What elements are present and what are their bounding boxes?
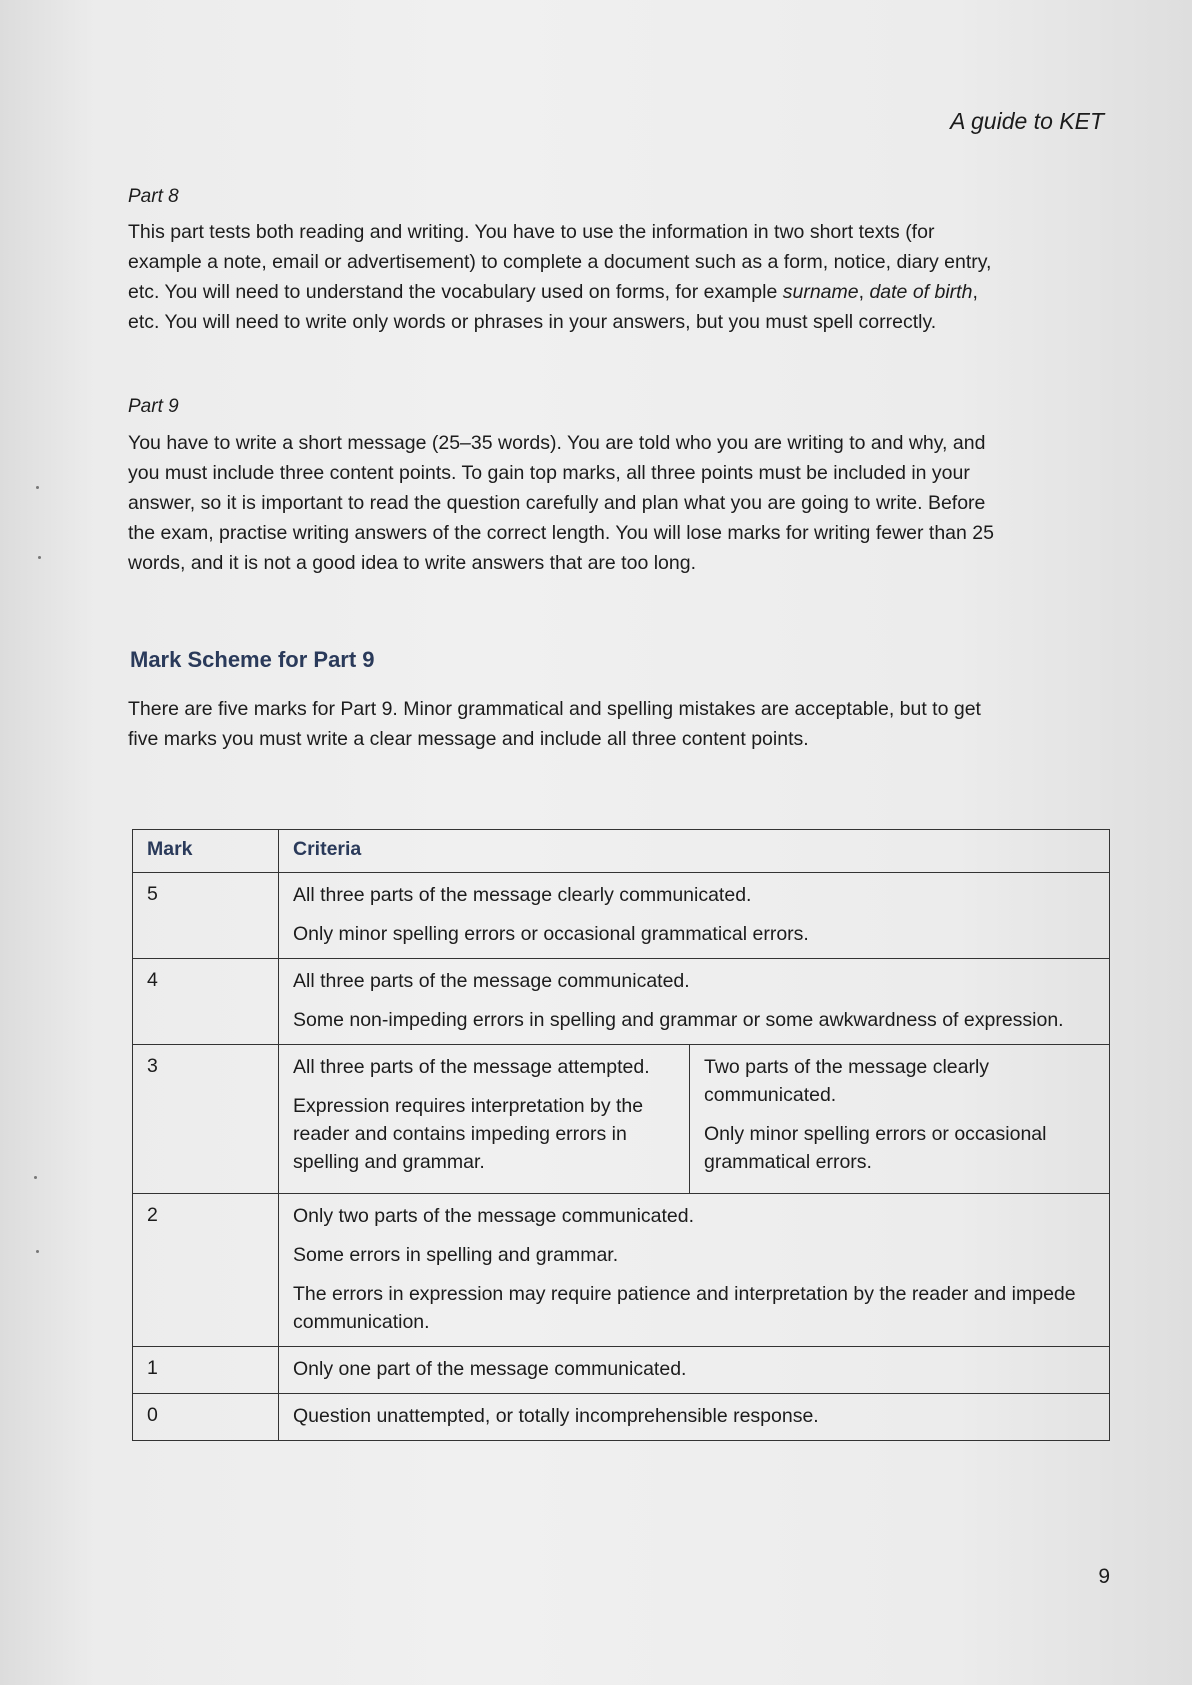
table-header-row bbox=[133, 830, 1110, 873]
part8-text-c: , etc. You will need to write only words or phrases in your answers, but you must spell correctly. bbox=[128, 281, 978, 333]
part8-em-surname: surname bbox=[782, 281, 859, 303]
table-row-mark-0 bbox=[133, 1394, 1110, 1441]
part9-paragraph: You have to write a short message (25–35 words). You are told who you are writing to and why, and you must include three content points. To gain top marks, all three points must be included in your answer, so it is important to read the question carefully and plan what you are going to write. Before the exam, practise writing answers of the correct length. You will lose marks for writing fewer than 25 words, and it is not a good idea to write answers that are too long. bbox=[128, 432, 994, 574]
part8-label: Part 8 bbox=[128, 186, 179, 207]
part8-paragraph bbox=[128, 217, 1008, 337]
part8-em-dob: date of birth bbox=[869, 281, 973, 303]
criteria-line: All three parts of the message clearly communicated. bbox=[293, 884, 752, 906]
mark-scheme-intro: There are five marks for Part 9. Minor grammatical and spelling mistakes are acceptable, but to get five marks you must write a clear message and include all three content points. bbox=[128, 698, 981, 750]
paper-speck bbox=[38, 556, 41, 559]
table-row-mark-4 bbox=[133, 959, 1110, 1045]
criteria-cell bbox=[279, 1347, 1110, 1394]
criteria-line: All three parts of the message attempted. bbox=[293, 1056, 650, 1078]
column-header-criteria: Criteria bbox=[279, 830, 1110, 873]
mark-scheme-table bbox=[132, 829, 1110, 1441]
part8-text-b: , bbox=[858, 281, 870, 303]
criteria-line: Question unattempted, or totally incomprehensible response. bbox=[293, 1405, 819, 1427]
page-number: 9 bbox=[1098, 1565, 1110, 1588]
criteria-line: Only minor spelling errors or occasional grammatical errors. bbox=[293, 923, 809, 945]
table-row-mark-1 bbox=[133, 1347, 1110, 1394]
column-header-mark: Mark bbox=[133, 830, 279, 873]
criteria-line: Only one part of the message communicated. bbox=[293, 1358, 687, 1380]
paper-speck bbox=[36, 486, 39, 489]
paper-speck bbox=[36, 1250, 39, 1253]
criteria-line: Only minor spelling errors or occasional grammatical errors. bbox=[704, 1123, 1047, 1173]
part8-text-a: This part tests both reading and writing. You have to use the information in two short texts (for example a note, email or advertisement) to complete a document such as a form, notice, diary entry, etc. You will need to understand the vocabulary used on forms, for example bbox=[128, 221, 992, 303]
mark-cell: 4 bbox=[133, 959, 279, 1045]
criteria-line: Some non-impeding errors in spelling and grammar or some awkwardness of expression. bbox=[293, 1009, 1064, 1031]
criteria-cell bbox=[279, 873, 1110, 959]
paper-speck bbox=[34, 1176, 37, 1179]
criteria-line: Some errors in spelling and grammar. bbox=[293, 1244, 619, 1266]
criteria-line: Two parts of the message clearly communicated. bbox=[704, 1056, 990, 1106]
criteria-line: Only two parts of the message communicated. bbox=[293, 1205, 695, 1227]
mark-cell: 2 bbox=[133, 1194, 279, 1347]
table-row-mark-3 bbox=[133, 1045, 1110, 1194]
criteria-cell bbox=[279, 1394, 1110, 1441]
mark-scheme-heading: Mark Scheme for Part 9 bbox=[130, 647, 375, 672]
criteria-cell-right bbox=[690, 1045, 1110, 1194]
criteria-cell-left bbox=[279, 1045, 690, 1194]
mark-cell: 5 bbox=[133, 873, 279, 959]
part9-label: Part 9 bbox=[128, 396, 179, 417]
mark-cell: 0 bbox=[133, 1394, 279, 1441]
criteria-line: All three parts of the message communicated. bbox=[293, 970, 690, 992]
table-row-mark-2 bbox=[133, 1194, 1110, 1347]
table-row-mark-5 bbox=[133, 873, 1110, 959]
mark-cell: 3 bbox=[133, 1045, 279, 1194]
criteria-line: The errors in expression may require patience and interpretation by the reader and impede communication. bbox=[293, 1283, 1076, 1333]
criteria-cell bbox=[279, 1194, 1110, 1347]
running-head: A guide to KET bbox=[950, 108, 1104, 134]
criteria-cell bbox=[279, 959, 1110, 1045]
criteria-line: Expression requires interpretation by the reader and contains impeding errors in spelling and grammar. bbox=[293, 1095, 644, 1173]
mark-cell: 1 bbox=[133, 1347, 279, 1394]
